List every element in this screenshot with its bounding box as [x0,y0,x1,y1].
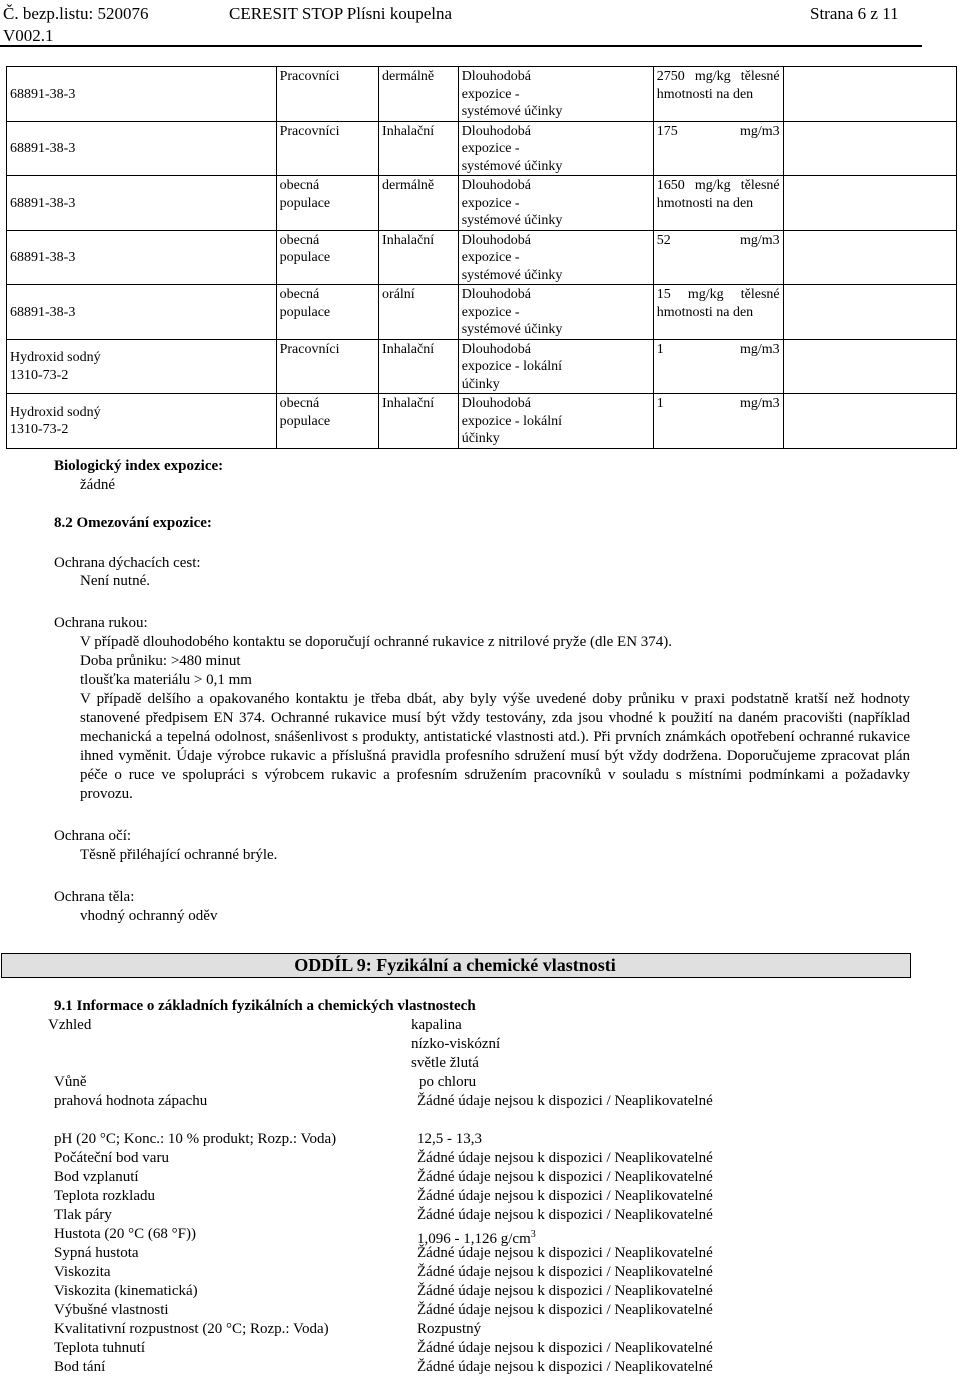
effect-line1: Dlouhodobá [461,232,531,248]
effect-line1: Dlouhodobá [461,69,531,84]
header-rule [0,45,922,47]
value-line2: hmotnosti na den [656,195,754,211]
section-9-1-title: 9.1 Informace o základních fyzikálních a chemických vlastnostech [54,998,476,1014]
value-cell [653,339,783,394]
bio-index-value: žádné [80,477,115,493]
route: orální [382,287,415,302]
section-9-title: ODDÍL 9: Fyzikální a chemické vlastnosti [294,955,616,975]
body-protection-value: vhodný ochranný oděv [80,908,218,924]
property-value [417,1320,481,1339]
property-value-text: Žádné údaje nejsou k dispozici / Neaplikovatelné [417,1245,713,1261]
section-8-2-title: 8.2 Omezování expozice: [54,515,212,531]
property-label: Viskozita [54,1264,111,1280]
property-value [419,1073,476,1092]
group-line2: populace [279,195,331,211]
property-label: Vůně [54,1074,87,1090]
property-label: Bod vzplanutí [54,1169,139,1185]
effect-line1: Dlouhodobá [461,123,531,139]
route-cell [379,339,459,394]
table-row [7,394,957,449]
hand-protection-line2: Doba průniku: >480 minut [80,653,241,669]
effect-line2: expozice - [461,304,520,320]
property-value-text: po chloru [419,1074,477,1090]
appearance-value-1: kapalina [411,1017,462,1033]
property-value-text: Žádné údaje nejsou k dispozici / Neaplikovatelné [417,1283,713,1299]
property-label: Teplota tuhnutí [54,1340,146,1356]
effect-line1: Dlouhodobá [461,396,531,411]
property-label: Kvalitativní rozpustnost (20 °C; Rozp.: Voda) [54,1321,329,1337]
body-protection-title: Ochrana těla: [54,889,135,905]
route: dermálně [382,69,435,84]
substance-cas: 1310-73-2 [10,367,69,383]
value-line1: 1 mg/m3 [656,341,780,357]
effect-line1: Dlouhodobá [461,178,531,193]
substance-cell [7,339,277,394]
property-value-text: Žádné údaje nejsou k dispozici / Neaplikovatelné [417,1340,713,1356]
eye-protection-title: Ochrana očí: [54,828,132,844]
empty-cell [783,285,956,340]
property-value [417,1282,713,1301]
table-row [7,121,957,176]
value-cell [653,394,783,449]
property-label: Tlak páry [54,1207,112,1223]
property-value-text: Žádné údaje nejsou k dispozici / Neaplikovatelné [417,1264,713,1280]
table-row [7,67,957,122]
property-value-text: Žádné údaje nejsou k dispozici / Neaplikovatelné [417,1188,713,1204]
property-label: Sypná hustota [54,1245,139,1261]
empty-cell [783,230,956,285]
substance-name: Hydroxid sodný [10,404,101,420]
group-cell [276,394,378,449]
appearance-value-2: nízko-viskózní [411,1036,501,1052]
substance-cell [7,230,277,285]
effect-cell [458,285,653,340]
property-label: Počáteční bod varu [54,1150,169,1166]
value-cell [653,230,783,285]
value-line1: 1650 mg/kg tělesné [656,178,780,193]
exposure-table [6,66,957,449]
empty-cell [783,339,956,394]
effect-line2: expozice - [461,250,520,265]
hand-protection-paragraph: V případě delšího a opakovaného kontaktu je třeba dbát, aby byly výše uvedené doby průniku v praxi podstatně kratší než hodnoty stanovené předpisem EN 374. Ochranné rukavice musí být vždy testovány, zda jsou vhodné k použití na daném pracovišti (například mechanická a tepelná odolnost, snášenlivost s produkty, antistatické vlastnosti atd.). Při prvních známkách opotřebení ochranné rukavice ihned vyměnit. Údaje výrobce rukavic a příslušná pravidla profesního sdružení musí být vždy dodržena. Doporučujeme zpracovat plán péče o ruce ve spolupráci s výrobcem rukavic a profesním sdružením pracovníků v souladu s místními podmínkami a požadavky provozu. [80,691,910,802]
property-value [417,1092,713,1111]
property-value [417,1130,482,1149]
property-value-text: 12,5 - 13,3 [417,1131,482,1147]
group-line1: obecná [279,232,320,248]
effect-cell [458,394,653,449]
value-line1: 1 mg/m3 [656,396,780,411]
value-cell [653,285,783,340]
hand-protection-title: Ochrana rukou: [54,615,148,631]
property-value-text: Žádné údaje nejsou k dispozici / Neaplikovatelné [417,1359,713,1375]
route-cell [379,285,459,340]
route: Inhalační [382,123,435,139]
property-label: Teplota rozkladu [54,1188,155,1204]
effect-line3: účinky [461,431,500,446]
route-cell [379,394,459,449]
effect-line1: Dlouhodobá [461,341,531,357]
sds-number: Č. bezp.listu: 520076 [3,4,149,23]
effect-line3: systémové účinky [461,158,563,174]
respiratory-title: Ochrana dýchacích cest: [54,555,201,571]
effect-line3: systémové účinky [461,322,563,337]
property-label: prahová hodnota zápachu [54,1093,208,1109]
property-label: Viskozita (kinematická) [54,1283,198,1299]
group-cell [276,230,378,285]
property-label: Výbušné vlastnosti [54,1302,169,1318]
table-row [7,339,957,394]
substance-cell [7,121,277,176]
appearance-value-3: světle žlutá [411,1055,479,1071]
group-line2: populace [279,413,331,429]
value-line1: 175 mg/m3 [656,123,780,139]
empty-cell [783,394,956,449]
substance-name: Hydroxid sodný [10,350,101,366]
effect-line2: expozice - [461,86,520,102]
property-value [417,1301,713,1320]
respiratory-value: Není nutné. [80,573,150,589]
group-line1: Pracovníci [279,341,340,357]
effect-cell [458,121,653,176]
property-value-text: Žádné údaje nejsou k dispozici / Neaplikovatelné [417,1207,713,1223]
group-line1: obecná [279,287,320,302]
value-cell [653,67,783,122]
product-name: CERESIT STOP Plísni koupelna [229,4,453,23]
value-cell [653,121,783,176]
route: Inhalační [382,341,435,357]
substance-cell [7,285,277,340]
appearance-label: Vzhled [48,1017,92,1033]
page-number: Strana 6 z 11 [810,4,899,23]
route: Inhalační [382,232,435,248]
effect-line2: expozice - [461,141,520,156]
substance-name: 68891-38-3 [10,304,76,320]
group-line1: Pracovníci [279,69,340,84]
property-value-text: Žádné údaje nejsou k dispozici / Neaplikovatelné [417,1150,713,1166]
effect-cell [458,339,653,394]
property-label: Bod tání [54,1359,106,1375]
value-line1: 15 mg/kg tělesné [656,287,780,302]
property-value [417,1358,713,1377]
group-line1: obecná [279,396,320,411]
effect-line3: systémové účinky [461,104,563,119]
effect-line2: expozice - lokální [461,359,562,374]
hand-protection-line3: tloušťka materiálu > 0,1 mm [80,672,252,688]
effect-line1: Dlouhodobá [461,287,531,302]
value-line1: 52 mg/m3 [656,232,780,248]
property-value [417,1263,713,1282]
substance-cell [7,176,277,231]
value-line2: hmotnosti na den [656,86,754,102]
value-line1: 2750 mg/kg tělesné [656,69,780,84]
property-value-text: Žádné údaje nejsou k dispozici / Neaplikovatelné [417,1093,713,1109]
eye-protection-value: Těsně přiléhající ochranné brýle. [80,847,278,863]
group-line2: populace [279,304,331,320]
effect-line3: systémové účinky [461,267,563,283]
effect-cell [458,230,653,285]
substance-cell [7,67,277,122]
effect-line3: účinky [461,376,500,392]
substance-name: 68891-38-3 [10,86,76,102]
effect-line2: expozice - lokální [461,413,562,429]
effect-cell [458,67,653,122]
group-line1: Pracovníci [279,123,340,139]
empty-cell [783,67,956,122]
property-value [417,1187,713,1206]
route-cell [379,230,459,285]
property-value-text: 1,096 - 1,126 g/cm [417,1231,531,1247]
property-value-text: Rozpustný [417,1321,482,1337]
substance-name: 68891-38-3 [10,141,76,156]
substance-cas: 1310-73-2 [10,422,69,438]
property-value-text: Žádné údaje nejsou k dispozici / Neaplikovatelné [417,1302,713,1318]
substance-name: 68891-38-3 [10,195,76,211]
group-cell [276,285,378,340]
group-cell [276,67,378,122]
effect-line2: expozice - [461,195,520,211]
route-cell [379,67,459,122]
property-value [417,1244,713,1263]
group-cell [276,339,378,394]
property-label: pH (20 °C; Konc.: 10 % produkt; Rozp.: Voda) [54,1131,337,1147]
route: Inhalační [382,396,435,411]
property-label: Hustota (20 °C (68 °F)) [54,1226,196,1242]
table-row [7,230,957,285]
value-line2: hmotnosti na den [656,304,754,320]
route-cell [379,176,459,231]
version: V002.1 [3,26,54,45]
property-value-superscript: 3 [530,1229,536,1240]
group-line2: populace [279,250,331,265]
group-cell [276,176,378,231]
substance-cell [7,394,277,449]
empty-cell [783,121,956,176]
property-value [417,1206,713,1225]
hand-protection-line1: V případě dlouhodobého kontaktu se doporučují ochranné rukavice z nitrilové pryže (dle EN 374). [80,634,673,650]
effect-line3: systémové účinky [461,213,563,228]
effect-cell [458,176,653,231]
property-value [417,1339,713,1358]
group-line1: obecná [279,178,320,193]
table-row [7,285,957,340]
property-value [417,1168,713,1187]
group-cell [276,121,378,176]
empty-cell [783,176,956,231]
bio-index-title: Biologický index expozice: [54,458,224,474]
value-cell [653,176,783,231]
substance-name: 68891-38-3 [10,250,76,265]
route: dermálně [382,178,435,193]
property-value [417,1149,713,1168]
table-row [7,176,957,231]
property-value-text: Žádné údaje nejsou k dispozici / Neaplikovatelné [417,1169,713,1185]
route-cell [379,121,459,176]
